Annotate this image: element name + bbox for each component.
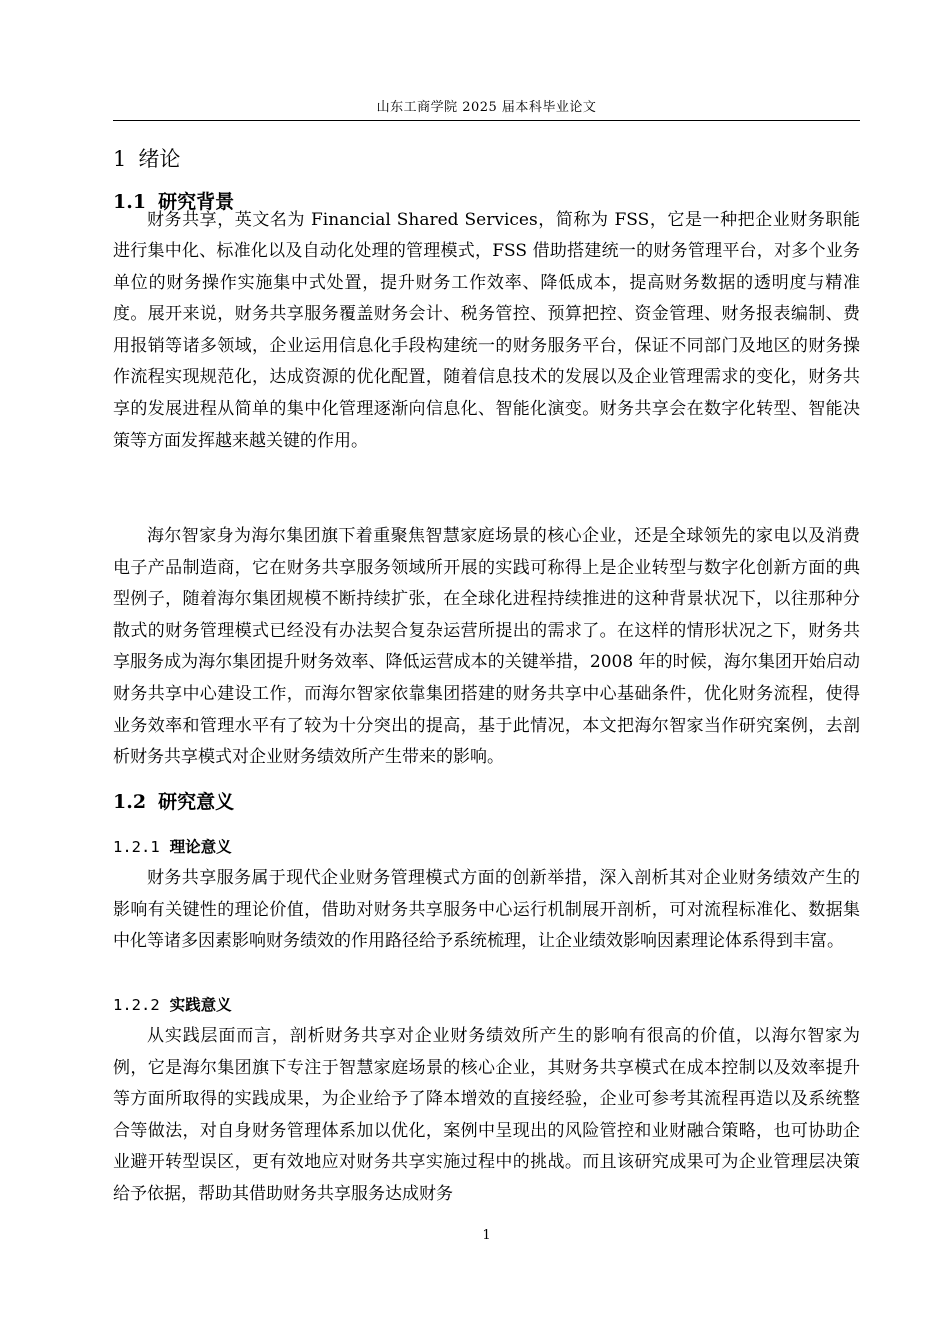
section-title: 研究意义 <box>158 791 235 813</box>
section-heading-1-2 <box>113 789 234 815</box>
subsection-heading-1-2-2 <box>113 994 232 1016</box>
subsection-number: 1.2.1 <box>113 838 160 856</box>
section-title: 研究背景 <box>158 191 235 213</box>
chapter-title: 绪论 <box>138 147 181 171</box>
paragraph-background-2: 海尔智家身为海尔集团旗下着重聚焦智慧家庭场景的核心企业，还是全球领先的家电以及消费电子产品制造商，它在财务共享服务领域所开展的实践可称得上是企业转型与数字化创新方面的典型例子，随着海尔集团规模不断持续扩张，在全球化进程持续推进的这种背景状况下，以往那种分散式的财务管理模式已经没有办法契合复杂运营所提出的需求了。在这样的情形状况之下，财务共享服务成为海尔集团提升财务效率、降低运营成本的关键举措，2008 年的时候，海尔集团开始启动财务共享中心建设工作，而海尔智家依靠集团搭建的财务共享中心基础条件，优化财务流程，使得业务效率和管理水平有了较为十分突出的提高，基于此情况，本文把海尔智家当作研究案例，去剖析财务共享模式对企业财务绩效所产生带来的影响。 <box>113 526 860 768</box>
chapter-heading <box>113 145 180 173</box>
header-rule <box>113 120 860 121</box>
chapter-number: 1 <box>113 147 127 171</box>
paragraph-practical-significance: 从实践层面而言，剖析财务共享对企业财务绩效所产生的影响有很高的价值，以海尔智家为例，它是海尔集团旗下专注于智慧家庭场景的核心企业，其财务共享模式在成本控制以及效率提升等方面所取得的实践成果，为企业给予了降本增效的直接经验，企业可参考其流程再造以及系统整合等做法，对自身财务管理体系加以优化，案例中呈现出的风险管控和业财融合策略，也可协助企业避开转型误区，更有效地应对财务共享实施过程中的挑战。而且该研究成果可为企业管理层决策给予依据，帮助其借助财务共享服务达成财务 <box>113 1026 860 1204</box>
section-number: 1.2 <box>113 791 147 813</box>
running-header: 山东工商学院 2025 届本科毕业论文 <box>376 100 597 115</box>
paragraph-background-1: 财务共享，英文名为 Financial Shared Services，简称为 FSS，它是一种把企业财务职能进行集中化、标准化以及自动化处理的管理模式，FSS 借助搭建统一的财务管理平台，对多个业务单位的财务操作实施集中式处置，提升财务工作效率、降低成本，提高财务数据的透明度与精准度。展开来说，财务共享服务覆盖财务会计、税务管控、预算把控、资金管理、财务报表编制、费用报销等诸多领域，企业运用信息化手段构建统一的财务服务平台，保证不同部门及地区的财务操作流程实现规范化，达成资源的优化配置，随着信息技术的发展以及企业管理需求的变化，财务共享的发展进程从简单的集中化管理逐渐向信息化、智能化演变。财务共享会在数字化转型、智能决策等方面发挥越来越关键的作用。 <box>113 209 860 451</box>
subsection-title: 理论意义 <box>169 837 232 856</box>
subsection-number: 1.2.2 <box>113 996 160 1014</box>
paragraph-theoretical-significance: 财务共享服务属于现代企业财务管理模式方面的创新举措，深入剖析其对企业财务绩效产生的影响有关键性的理论价值，借助对财务共享服务中心运行机制展开剖析，可对流程标准化、数据集中化等诸多因素影响财务绩效的作用路径给予系统梳理，让企业绩效影响因素理论体系得到丰富。 <box>113 868 860 952</box>
subsection-heading-1-2-1 <box>113 836 232 858</box>
subsection-title: 实践意义 <box>169 995 232 1014</box>
page-number: 1 <box>482 1228 491 1243</box>
section-number: 1.1 <box>113 191 147 213</box>
